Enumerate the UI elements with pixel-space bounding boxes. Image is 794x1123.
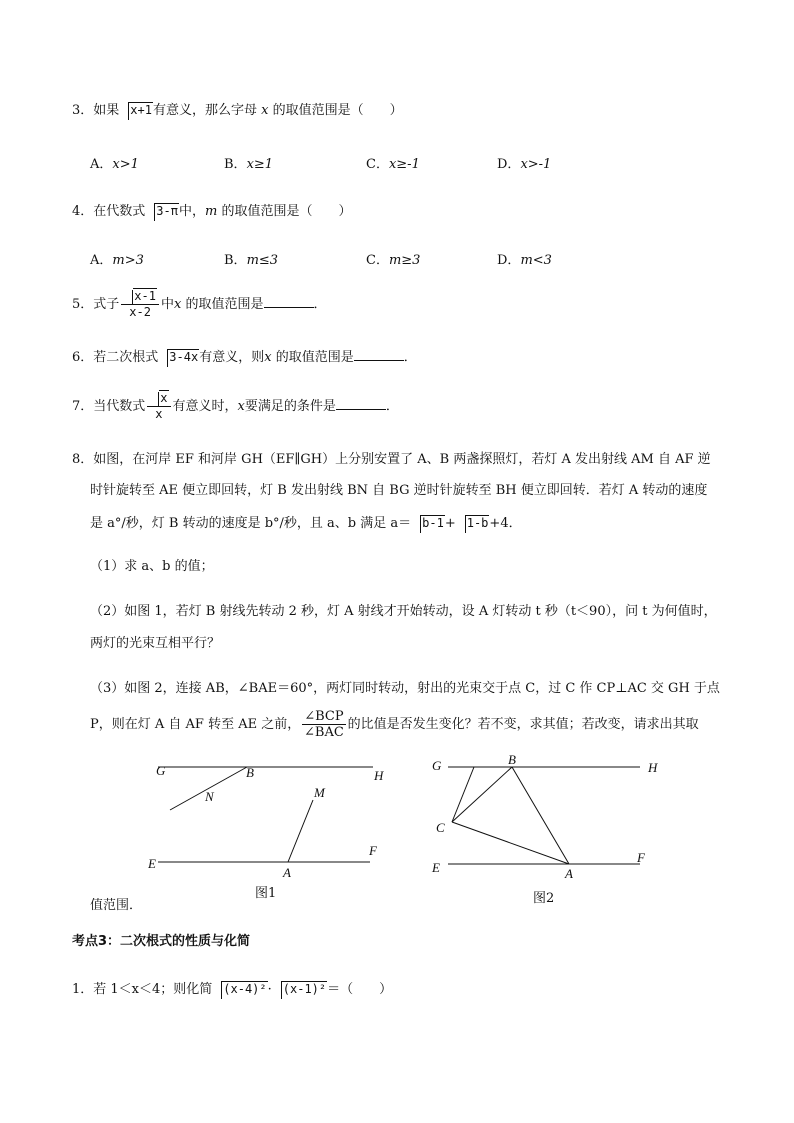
option-expr: x>1 — [112, 157, 139, 172]
option-label: C． — [366, 157, 389, 172]
option-label: B． — [224, 253, 247, 268]
q7-answer-blank[interactable] — [336, 397, 386, 410]
option-expr: m>3 — [112, 253, 144, 268]
q7-text-post: 有意义时， — [172, 399, 238, 414]
q8-part-2-line-1: （2）如图 1，若灯 B 射线先转动 2 秒，灯 A 射线才开始转动，设 A 灯转动 t 秒（t＜90），问 t 为何值时， — [90, 604, 717, 619]
option-label: C． — [366, 253, 389, 268]
q5-number: 5． — [72, 297, 94, 312]
q4-text-post2: 的取值范围是（ ） — [221, 204, 352, 219]
label-F: F — [369, 843, 377, 858]
label-G: G — [432, 758, 442, 773]
q5-fraction — [121, 289, 159, 320]
q4-text-pre: 在代数式 — [93, 204, 146, 219]
s1-radicand-2: (x-1)² — [282, 982, 327, 996]
q3-radical — [120, 101, 153, 120]
q8-part-3-line-2 — [90, 708, 699, 742]
q8-line-3 — [90, 514, 522, 533]
label-C: C — [436, 820, 445, 835]
question-3 — [72, 101, 403, 120]
q4-option-a[interactable] — [90, 249, 144, 268]
segment-BC — [452, 767, 512, 822]
section-question-1 — [72, 980, 392, 999]
q8-plus: + — [444, 516, 456, 531]
q4-option-d[interactable] — [497, 249, 552, 268]
option-label: A． — [90, 157, 113, 172]
s1-radicand-1: (x-4)² — [223, 982, 267, 996]
q8-part-1: （1）求 a、b 的值； — [90, 559, 214, 574]
label-H: H — [374, 768, 384, 783]
q8-part-2-line-2: 两灯的光束互相平行？ — [90, 636, 221, 651]
q4-text-post: 中， — [178, 204, 205, 219]
option-label: D． — [497, 157, 521, 172]
q8-radical-1 — [412, 514, 445, 533]
option-expr: m≤3 — [246, 253, 279, 268]
q3-variable: x — [261, 103, 269, 118]
figure-1-caption: 图1 — [255, 886, 277, 901]
q8-part-3-post: 的比值是否发生变化？若不变，求其值；若改变，请求出其取 — [347, 717, 699, 732]
q5-variable: x — [174, 297, 182, 312]
q3-option-d[interactable] — [497, 153, 551, 172]
q3-text-post: 有意义，那么字母 — [152, 103, 257, 118]
question-5 — [72, 288, 327, 322]
q3-text-post2: 的取值范围是（ ） — [272, 103, 403, 118]
q6-number: 6． — [72, 350, 94, 365]
q6-text-pre: 若二次根式 — [93, 350, 159, 365]
q8-radical-2 — [457, 514, 490, 533]
question-7 — [72, 390, 399, 424]
question-6 — [72, 348, 417, 367]
s1-text-post: ＝（ ） — [327, 982, 393, 997]
option-expr: m≥3 — [388, 253, 421, 268]
q6-text-post: 有意义，则 — [199, 350, 265, 365]
q8-radicand-1: b-1 — [422, 516, 444, 530]
q6-radicand: 3-4x — [169, 350, 199, 364]
q4-option-c[interactable] — [366, 249, 420, 268]
s1-dot: · — [267, 982, 272, 997]
label-N: N — [205, 789, 214, 804]
label-A: A — [283, 865, 291, 880]
label-F: F — [637, 850, 645, 865]
option-label: D． — [497, 253, 521, 268]
q5-answer-blank[interactable] — [264, 295, 314, 308]
q7-variable: x — [237, 399, 245, 414]
q3-text-pre: 如果 — [93, 103, 120, 118]
q8-radicand-2: 1-b — [466, 516, 489, 530]
figure-2 — [428, 752, 658, 882]
q8-line-3-pre: 是 a°/秒，灯 B 转动的速度是 b°/秒，且 a、b 满足 a＝ — [90, 516, 412, 531]
q8-frac-numerator: ∠BCP — [304, 709, 344, 724]
section-title: 考点3：二次根式的性质与化简 — [72, 934, 251, 949]
q8-angle-fraction — [302, 709, 345, 740]
s1-radical-2 — [273, 980, 327, 999]
q3-number: 3． — [72, 103, 94, 118]
segment-AC — [452, 822, 569, 864]
q3-radicand: x+1 — [130, 103, 152, 117]
figure-2-caption: 图2 — [533, 891, 555, 906]
q7-text-pre: 当代数式 — [93, 399, 146, 414]
segment-PC — [452, 767, 474, 822]
label-E: E — [148, 856, 156, 871]
q8-line-3-post: +4． — [489, 516, 522, 531]
s1-radical-1 — [213, 980, 267, 999]
option-expr: m<3 — [520, 253, 552, 268]
label-A: A — [565, 866, 573, 881]
label-B: B — [246, 765, 254, 780]
label-B: B — [508, 752, 516, 767]
option-expr: x≥-1 — [388, 157, 420, 172]
q5-text-post2: 的取值范围是 — [185, 297, 264, 312]
label-E: E — [432, 860, 440, 875]
label-M: M — [314, 785, 325, 800]
q8-part-3-line-3: 值范围． — [90, 898, 143, 913]
q8-part-3-line-1: （3）如图 2，连接 AB，∠BAE＝60°，两灯同时转动，射出的光束交于点 C，过 C 作 CP⊥AC 交 GH 于点 — [90, 681, 720, 696]
q6-variable: x — [264, 350, 272, 365]
q7-text-post2: 要满足的条件是 — [244, 399, 336, 414]
q3-option-b[interactable] — [224, 153, 273, 172]
q4-variable: m — [205, 204, 218, 219]
q6-answer-blank[interactable] — [354, 348, 404, 361]
option-label: A． — [90, 253, 113, 268]
q7-fraction — [147, 391, 170, 422]
q6-radical — [159, 348, 199, 367]
label-G: G — [156, 763, 166, 778]
option-label: B． — [224, 157, 247, 172]
q6-text-post2: 的取值范围是 — [275, 350, 354, 365]
q5-radical — [124, 289, 157, 304]
question-4 — [72, 202, 351, 221]
q4-option-b[interactable] — [224, 249, 278, 268]
q8-frac-denominator: ∠BAC — [304, 725, 344, 740]
q8-line-1: 8．如图，在河岸 EF 和河岸 GH（EF∥GH）上分别安置了 A、B 两盏探照灯，若灯 A 发出射线 AM 自 AF 逆 — [72, 452, 711, 467]
label-H: H — [648, 760, 658, 775]
q7-radical — [150, 391, 168, 406]
q4-radical — [146, 202, 179, 221]
q8-line-2: 时针旋转至 AE 便立即回转，灯 B 发出射线 BN 自 BG 逆时针旋转至 BH 便立即回转．若灯 A 转动的速度 — [90, 483, 708, 498]
q5-radicand: x-1 — [134, 289, 156, 303]
s1-text-pre: 1．若 1＜x＜4；则化简 — [72, 982, 213, 997]
option-expr: x>-1 — [520, 157, 552, 172]
q3-option-c[interactable] — [366, 153, 420, 172]
q4-number: 4． — [72, 204, 94, 219]
option-expr: x≥1 — [246, 157, 274, 172]
q5-text-post: 中 — [160, 297, 174, 312]
q5-end: ． — [313, 297, 327, 312]
q6-end: ． — [403, 350, 417, 365]
q7-denominator: x — [155, 407, 163, 421]
q5-text-pre: 式子 — [93, 297, 120, 312]
q7-radicand: x — [160, 391, 168, 405]
segment-AB — [512, 767, 569, 864]
q8-part-3-pre: P，则在灯 A 自 AF 转至 AE 之前， — [90, 717, 301, 732]
figure-1 — [148, 760, 388, 890]
q5-denominator: x-2 — [129, 305, 151, 319]
q7-number: 7． — [72, 399, 94, 414]
ray-AM — [288, 800, 313, 862]
q3-option-a[interactable] — [90, 153, 139, 172]
q4-radicand: 3-π — [156, 204, 178, 218]
q7-end: ． — [385, 399, 399, 414]
